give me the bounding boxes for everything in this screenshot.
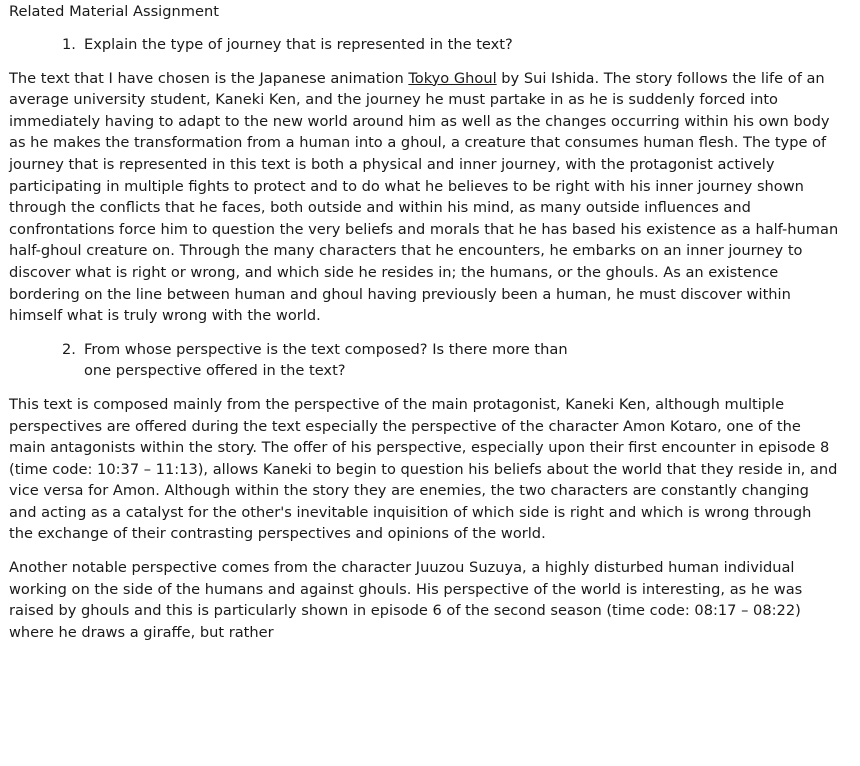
question-2 (9, 339, 846, 382)
answer-1-text-before: The text that I have chosen is the Japanese animation (9, 69, 409, 87)
question-1-number: 1. (62, 36, 76, 53)
question-2-number: 2. (62, 340, 76, 358)
answer-1-text-after: by Sui Ishida. The story follows the life of an average university student, Kaneki Ken, and the journey he must partake in as he is suddenly forced into immediately having to adapt to the new world around him as well as the changes occurring within his own body as he makes the transformation from a human into a ghoul, a creature that consumes human flesh. The type of journey that is represented in this text is both a physical and inner journey, with the protagonist actively participating in multiple fights to protect and to do what he believes to be right with his inner journey shown through the conflicts that he faces, both outside and within his mind, as many outside influences and confrontations force him to question the very beliefs and morals that he has based his existence as a half-human half-ghoul creature on. Through the many characters that he encounters, he embarks on an inner journey to discover what is right or wrong, and which side he resides in; the humans, or the ghouls. As an existence bordering on the line between human and ghoul having previously been a human, he must discover within himself what is truly wrong with the world. (9, 69, 839, 325)
question-1 (9, 34, 846, 56)
answer-2-paragraph: This text is composed mainly from the perspective of the main protagonist, Kaneki Ken, although multiple perspectives are offered during the text especially the perspective of the character Amon Kotaro, one of the main antagonists within the story. The offer of his perspective, especially upon their first encounter in episode 8 (time code: 10:37 – 11:13), allows Kaneki to begin to question his beliefs about the world that they reside in, and vice versa for Amon. Although within the story they are enemies, the two characters are constantly changing and acting as a catalyst for the other's inevitable inquisition of which side is right and which is wrong through the exchange of their contrasting perspectives and opinions of the world. (9, 395, 838, 543)
answer-3-paragraph: Another notable perspective comes from the character Juuzou Suzuya, a highly disturbed human individual working on the side of the humans and against ghouls. His perspective of the world is interesting, as he was raised by ghouls and this is particularly shown in episode 6 of the second season (time code: 08:17 – 08:22) where he draws a giraffe, but rather (9, 559, 803, 641)
answer-1-paragraph (9, 68, 839, 327)
question-2-text: From whose perspective is the text composed? Is there more than one perspective offered in the text? (84, 340, 568, 380)
work-title: Tokyo Ghoul (408, 69, 497, 87)
question-1-text: Explain the type of journey that is represented in the text? (84, 36, 513, 53)
document-title: Related Material Assignment (9, 3, 219, 20)
